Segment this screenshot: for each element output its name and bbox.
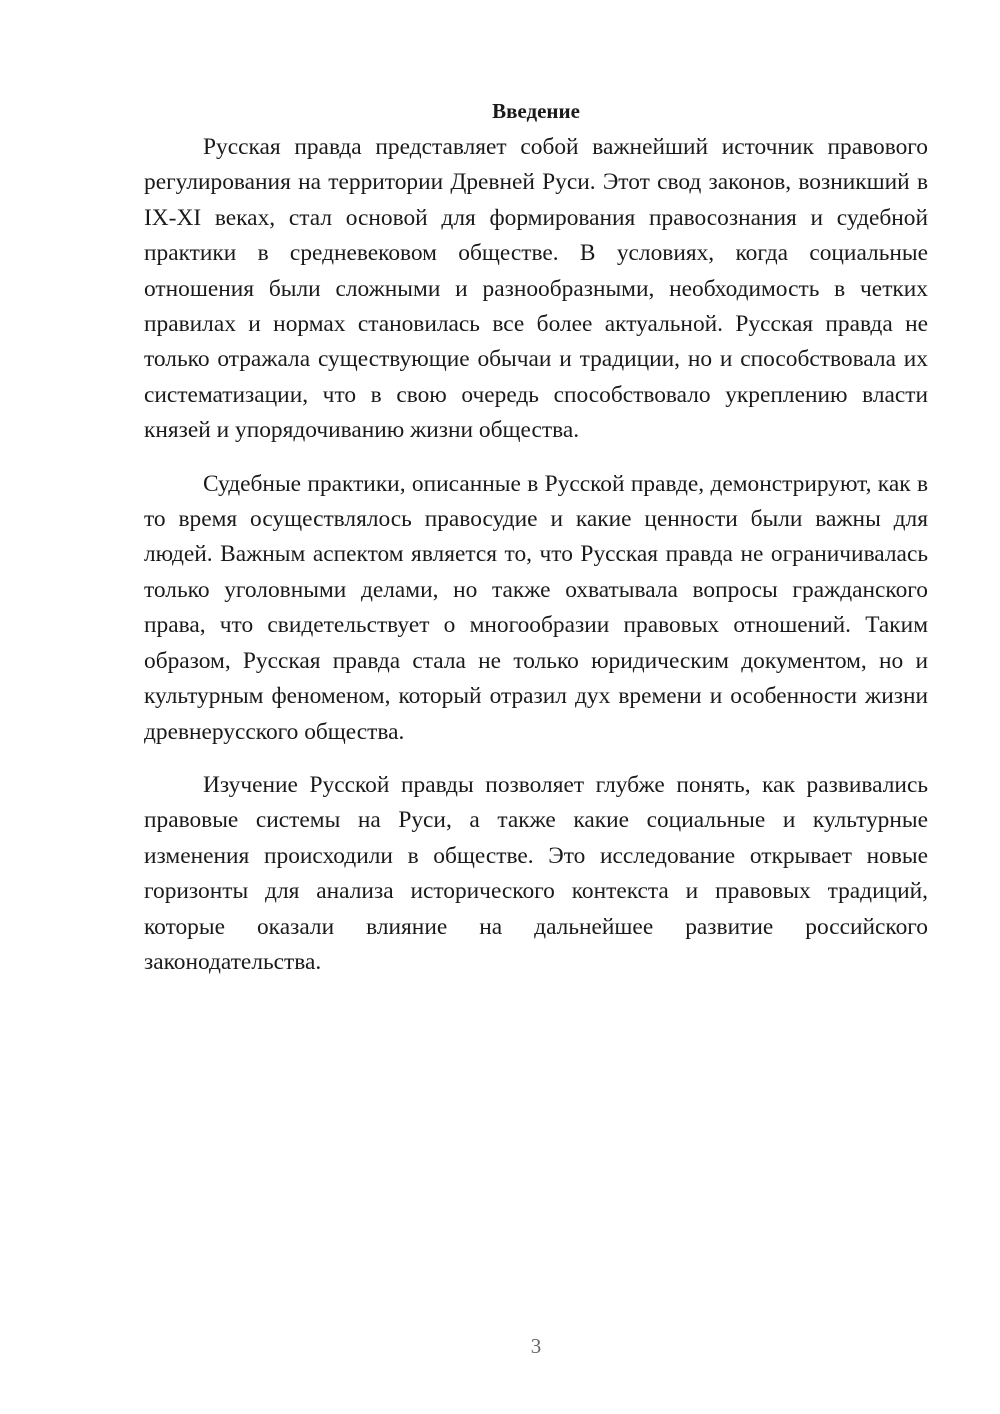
paragraph: Русская правда представляет собой важнейший источник правового регулирования на территории Древней Руси. Этот свод законов, возникший в IX-XI веках, стал основой для формирования правосознания и судебной практики в средневековом обществе. В условиях, когда социальные отношения были сложными и разнообразными, необходимость в четких правилах и нормах становилась все более актуальной. Русская правда не только отражала существующие обычаи и традиции, но и способствовала их систематизации, что в свою очередь способствовало укреплению власти князей и упорядочиванию жизни общества. <box>144 134 928 444</box>
page-number: 3 <box>530 1334 542 1358</box>
paragraph: Судебные практики, описанные в Русской правде, демонстрируют, как в то время осуществлялось правосудие и какие ценности были важны для людей. Важным аспектом является то, что Русская правда не ограничивалась только уголовными делами, но также охватывала вопросы гражданского права, что свидетельствует о многообразии правовых отношений. Таким образом, Русская правда стала не только юридическим документом, но и культурным феноменом, который отразил дух времени и особенности жизни древнерусского общества. <box>144 470 928 745</box>
section-heading: Введение <box>492 99 580 123</box>
paragraph: Изучение Русской правды позволяет глубже понять, как развивались правовые системы на Руси, а также какие социальные и культурные изменения происходили в обществе. Это исследование открывает новые горизонты для анализа исторического контекста и правовых традиций, которые оказали влияние на дальнейшее развитие российского законодательства. <box>144 771 928 975</box>
page-content <box>144 93 928 998</box>
